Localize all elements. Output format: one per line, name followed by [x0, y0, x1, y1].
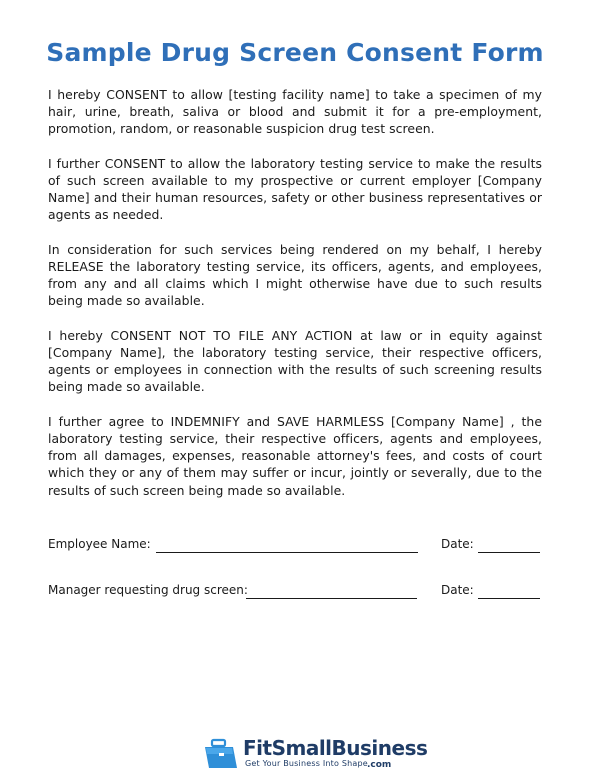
manager-name-field[interactable]	[246, 598, 417, 599]
paragraph-indemnify: I further agree to INDEMNIFY and SAVE HARMLESS [Company Name] , the laboratory testing service, their respective officers, agents and employees, from all damages, expenses, reasonable attorney's fees, and costs of court which they or any of them may suffer or incur, jointly or severally, due to the results of such screen being made so available.	[48, 413, 542, 498]
fitsmallbusiness-logo	[203, 736, 428, 776]
employee-name-label: Employee Name:	[48, 537, 151, 551]
logo-brand-part1: Fit	[243, 736, 272, 760]
employee-date-field[interactable]	[478, 552, 540, 553]
paragraph-consent-results: I further CONSENT to allow the laboratory testing service to make the results of such screen available to my prospective or current employer [Company Name] and their human resources, safety or other business representatives or agents as needed.	[48, 155, 542, 223]
briefcase-icon	[203, 738, 239, 772]
paragraph-consent-specimen: I hereby CONSENT to allow [testing facility name] to take a specimen of my hair, urine, breath, saliva or blood and submit it for a pre-employment, promotion, random, or reasonable suspicion drug test screen.	[48, 87, 542, 137]
employee-signature-row	[48, 536, 542, 556]
form-body	[48, 86, 542, 516]
paragraph-release: In consideration for such services being rendered on my behalf, I hereby RELEASE the laboratory testing service, its officers, agents, and employees, from any and all claims which I might otherwise have due to such results being made so available.	[48, 241, 542, 309]
logo-domain-suffix: .com	[367, 760, 392, 770]
manager-name-label: Manager requesting drug screen:	[48, 583, 248, 597]
logo-wordmark	[243, 736, 427, 760]
manager-date-label: Date:	[441, 583, 474, 597]
page-title: Sample Drug Screen Consent Form	[46, 38, 544, 67]
employee-name-field[interactable]	[156, 552, 418, 553]
manager-signature-row	[48, 582, 542, 602]
employee-date-label: Date:	[441, 537, 474, 551]
logo-brand-part2: SmallBusiness	[271, 736, 428, 760]
manager-date-field[interactable]	[478, 598, 540, 599]
paragraph-no-action: I hereby CONSENT NOT TO FILE ANY ACTION at law or in equity against [Company Name], the laboratory testing service, their respective officers, agents or employees in connection with the results of such screening results being made so available.	[48, 327, 542, 395]
logo-tagline: Get Your Business Into Shape	[245, 759, 368, 768]
